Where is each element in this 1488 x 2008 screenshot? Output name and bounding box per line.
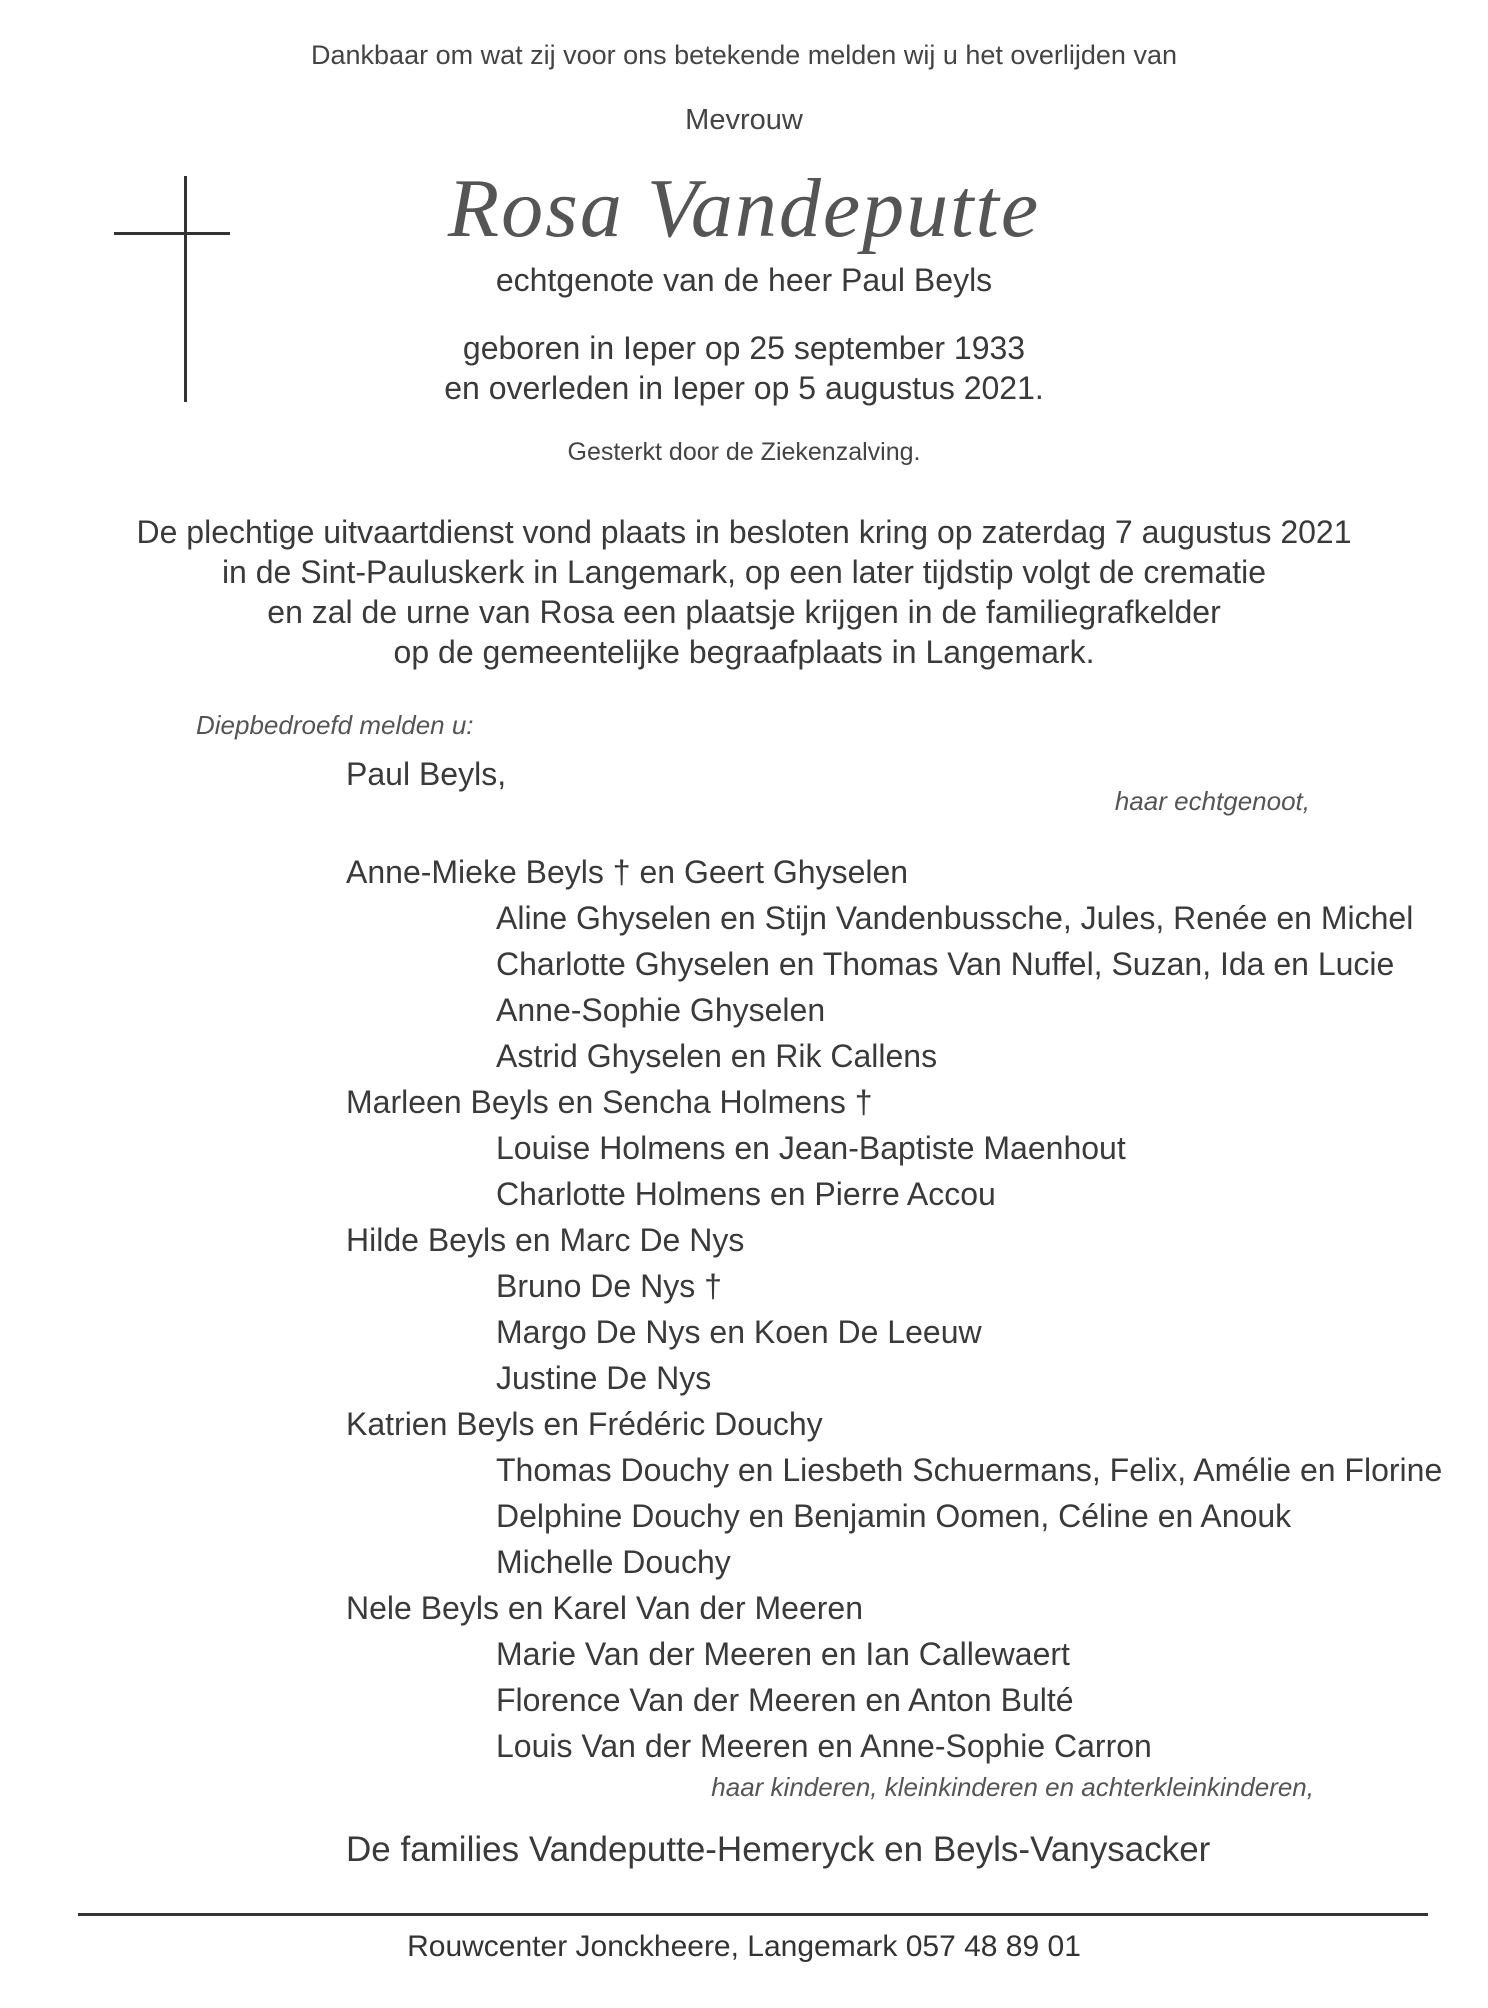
mourners-heading: Diepbedroefd melden u: [196,710,474,740]
family-line: Marie Van der Meeren en Ian Callewaert [496,1636,1070,1672]
family-line: Delphine Douchy en Benjamin Oomen, Céline en Anouk [496,1498,1292,1534]
funeral-home: Rouwcenter Jonckheere, Langemark 057 48 89 01 [407,1930,1081,1963]
funeral-line: De plechtige uitvaartdienst vond plaats in besloten kring op zaterdag 7 augustus 2021 [136,514,1352,550]
family-line: Katrien Beyls en Frédéric Douchy [346,1406,823,1442]
family-line: Astrid Ghyselen en Rik Callens [496,1038,938,1074]
spouse-role: haar echtgenoot, [1114,786,1310,816]
intro-text: Dankbaar om wat zij voor ons betekende melden wij u het overlijden van [311,40,1177,70]
divider [78,1913,1428,1916]
family-line: Anne-Mieke Beyls † en Geert Ghyselen [346,854,909,890]
family-line: Nele Beyls en Karel Van der Meeren [346,1590,864,1626]
death-line: en overleden in Ieper op 5 augustus 2021. [444,370,1044,406]
extended-families: De families Vandeputte-Hemeryck en Beyls-Vanysacker [346,1830,1211,1869]
spouse-line: echtgenote van de heer Paul Beyls [495,262,993,298]
family-line: Justine De Nys [496,1360,712,1396]
family-line: Thomas Douchy en Liesbeth Schuermans, Felix, Amélie en Florine [496,1452,1443,1488]
family-line: Aline Ghyselen en Stijn Vandenbussche, Jules, Renée en Michel [496,900,1414,936]
family-line: Hilde Beyls en Marc De Nys [346,1222,745,1258]
relation-line: haar kinderen, kleinkinderen en achterkleinkinderen, [711,1772,1314,1802]
family-line: Marleen Beyls en Sencha Holmens † [346,1084,873,1120]
family-line: Louis Van der Meeren en Anne-Sophie Carron [496,1728,1152,1764]
spouse-name: Paul Beyls, [346,756,507,792]
family-line: Bruno De Nys † [496,1268,722,1304]
family-line: Charlotte Holmens en Pierre Accou [496,1176,996,1212]
sacrament-line: Gesterkt door de Ziekenzalving. [567,438,921,466]
family-line: Louise Holmens en Jean-Baptiste Maenhout [496,1130,1126,1166]
funeral-line: op de gemeentelijke begraafplaats in Langemark. [393,634,1095,670]
family-line: Margo De Nys en Koen De Leeuw [496,1314,982,1350]
family-line: Michelle Douchy [496,1544,731,1580]
family-line: Charlotte Ghyselen en Thomas Van Nuffel, Suzan, Ida en Lucie [496,946,1395,982]
family-line: Anne-Sophie Ghyselen [496,992,826,1028]
birth-line: geboren in Ieper op 25 september 1933 [462,330,1026,366]
honorific: Mevrouw [685,104,803,136]
funeral-line: in de Sint-Pauluskerk in Langemark, op een later tijdstip volgt de crematie [221,554,1267,590]
deceased-name: Rosa Vandeputte [447,162,1041,255]
funeral-line: en zal de urne van Rosa een plaatsje krijgen in de familiegrafkelder [267,594,1221,630]
family-line: Florence Van der Meeren en Anton Bulté [496,1682,1074,1718]
